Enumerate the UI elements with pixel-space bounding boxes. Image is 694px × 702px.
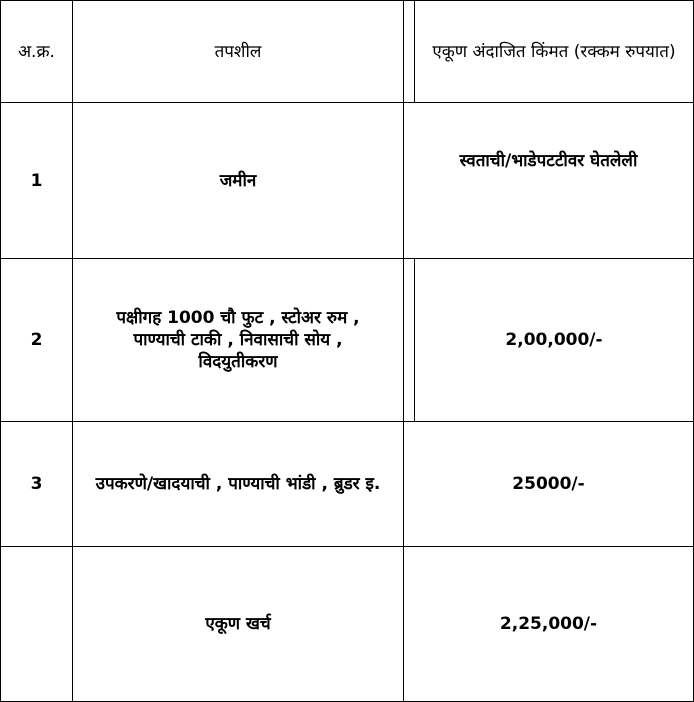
total-serial (1, 547, 72, 701)
row-3-details: उपकरणे/खादयाची , पाण्याची भांडी , ब्रुडर इ. (95, 474, 381, 494)
header-details: तपशील (214, 41, 262, 62)
header-estimated-cost: एकूण अंदाजित किंमत (रक्कम रुपयात) (432, 41, 676, 62)
row-2-cost: 2,00,000/- (505, 330, 603, 350)
row-1-details: जमीन (219, 170, 257, 191)
column-divider-details (403, 0, 404, 102)
row-3-cost: 25000/- (512, 474, 585, 494)
row-1-serial: 1 (30, 170, 43, 191)
row-3-serial: 3 (30, 474, 43, 494)
total-label: एकूण खर्च (205, 614, 271, 634)
row-2-serial: 2 (30, 330, 43, 350)
total-value: 2,25,000/- (499, 614, 598, 634)
row-1-cost: स्वताची/भाडेपटटीवर घेतलेली (459, 151, 638, 171)
header-serial-number: अ.क्र. (18, 41, 55, 62)
row-2-details: पक्षीगह 1000 चौ फुट , स्टोअर रुम , पाण्याची टाकी , निवासाची सोय , विदयुतीकरण (116, 308, 360, 372)
